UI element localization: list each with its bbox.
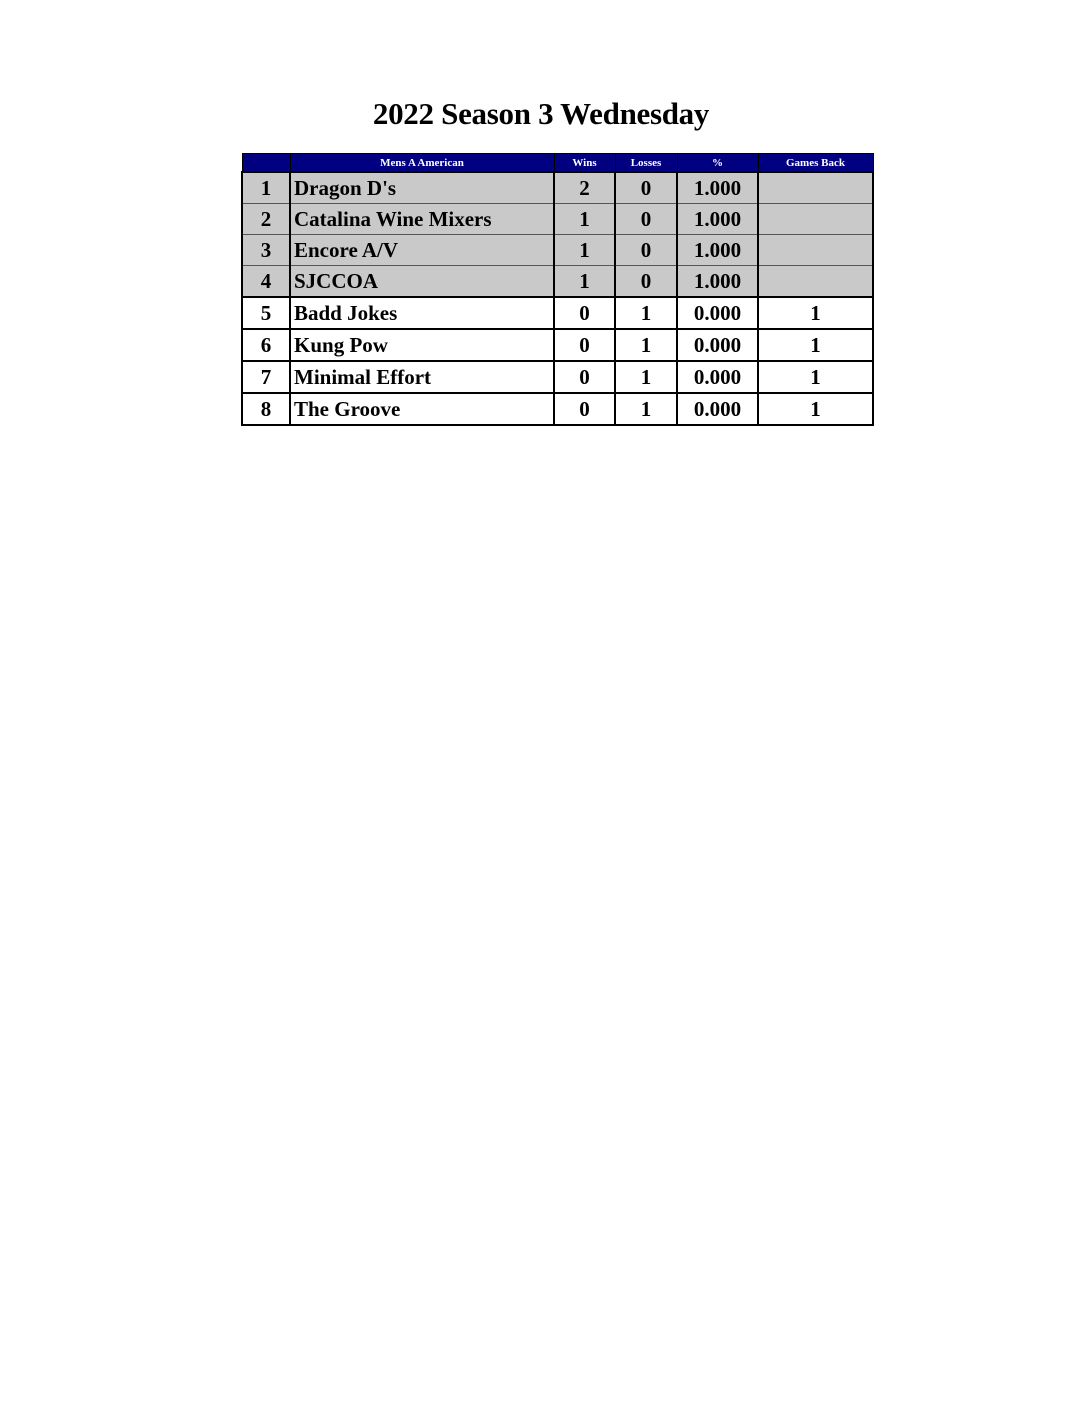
losses-cell: 1	[615, 393, 677, 425]
header-losses: Losses	[615, 154, 677, 173]
header-games-back: Games Back	[758, 154, 873, 173]
team-cell: Dragon D's	[290, 172, 554, 204]
rank-cell: 6	[242, 329, 290, 361]
standings-table	[241, 153, 874, 426]
losses-cell: 1	[615, 361, 677, 393]
games-back-cell	[758, 235, 873, 266]
games-back-cell: 1	[758, 393, 873, 425]
games-back-cell	[758, 266, 873, 298]
pct-cell: 0.000	[677, 297, 758, 329]
games-back-cell	[758, 172, 873, 204]
wins-cell: 0	[554, 329, 615, 361]
games-back-cell: 1	[758, 297, 873, 329]
pct-cell: 0.000	[677, 329, 758, 361]
rank-cell: 8	[242, 393, 290, 425]
rank-cell: 7	[242, 361, 290, 393]
table-row	[242, 329, 873, 361]
team-cell: The Groove	[290, 393, 554, 425]
losses-cell: 0	[615, 172, 677, 204]
games-back-cell: 1	[758, 361, 873, 393]
wins-cell: 0	[554, 393, 615, 425]
losses-cell: 0	[615, 266, 677, 298]
losses-cell: 0	[615, 204, 677, 235]
rank-cell: 3	[242, 235, 290, 266]
losses-cell: 1	[615, 297, 677, 329]
table-row	[242, 235, 873, 266]
team-cell: Minimal Effort	[290, 361, 554, 393]
losses-cell: 0	[615, 235, 677, 266]
wins-cell: 0	[554, 361, 615, 393]
header-wins: Wins	[554, 154, 615, 173]
wins-cell: 1	[554, 266, 615, 298]
wins-cell: 2	[554, 172, 615, 204]
wins-cell: 1	[554, 235, 615, 266]
team-cell: Encore A/V	[290, 235, 554, 266]
pct-cell: 1.000	[677, 235, 758, 266]
table-row	[242, 266, 873, 298]
wins-cell: 1	[554, 204, 615, 235]
pct-cell: 0.000	[677, 393, 758, 425]
pct-cell: 1.000	[677, 204, 758, 235]
team-cell: Catalina Wine Mixers	[290, 204, 554, 235]
table-row	[242, 393, 873, 425]
rank-cell: 5	[242, 297, 290, 329]
rank-cell: 4	[242, 266, 290, 298]
losses-cell: 1	[615, 329, 677, 361]
table-row	[242, 172, 873, 204]
team-cell: Badd Jokes	[290, 297, 554, 329]
table-row	[242, 204, 873, 235]
pct-cell: 1.000	[677, 266, 758, 298]
header-rank	[242, 154, 290, 173]
team-cell: SJCCOA	[290, 266, 554, 298]
table-row	[242, 361, 873, 393]
games-back-cell	[758, 204, 873, 235]
rank-cell: 1	[242, 172, 290, 204]
games-back-cell: 1	[758, 329, 873, 361]
table-row	[242, 297, 873, 329]
page-title: 2022 Season 3 Wednesday	[372, 96, 710, 131]
header-pct: %	[677, 154, 758, 173]
header-division: Mens A American	[290, 154, 554, 173]
pct-cell: 0.000	[677, 361, 758, 393]
rank-cell: 2	[242, 204, 290, 235]
pct-cell: 1.000	[677, 172, 758, 204]
team-cell: Kung Pow	[290, 329, 554, 361]
table-header-row	[242, 154, 873, 173]
wins-cell: 0	[554, 297, 615, 329]
